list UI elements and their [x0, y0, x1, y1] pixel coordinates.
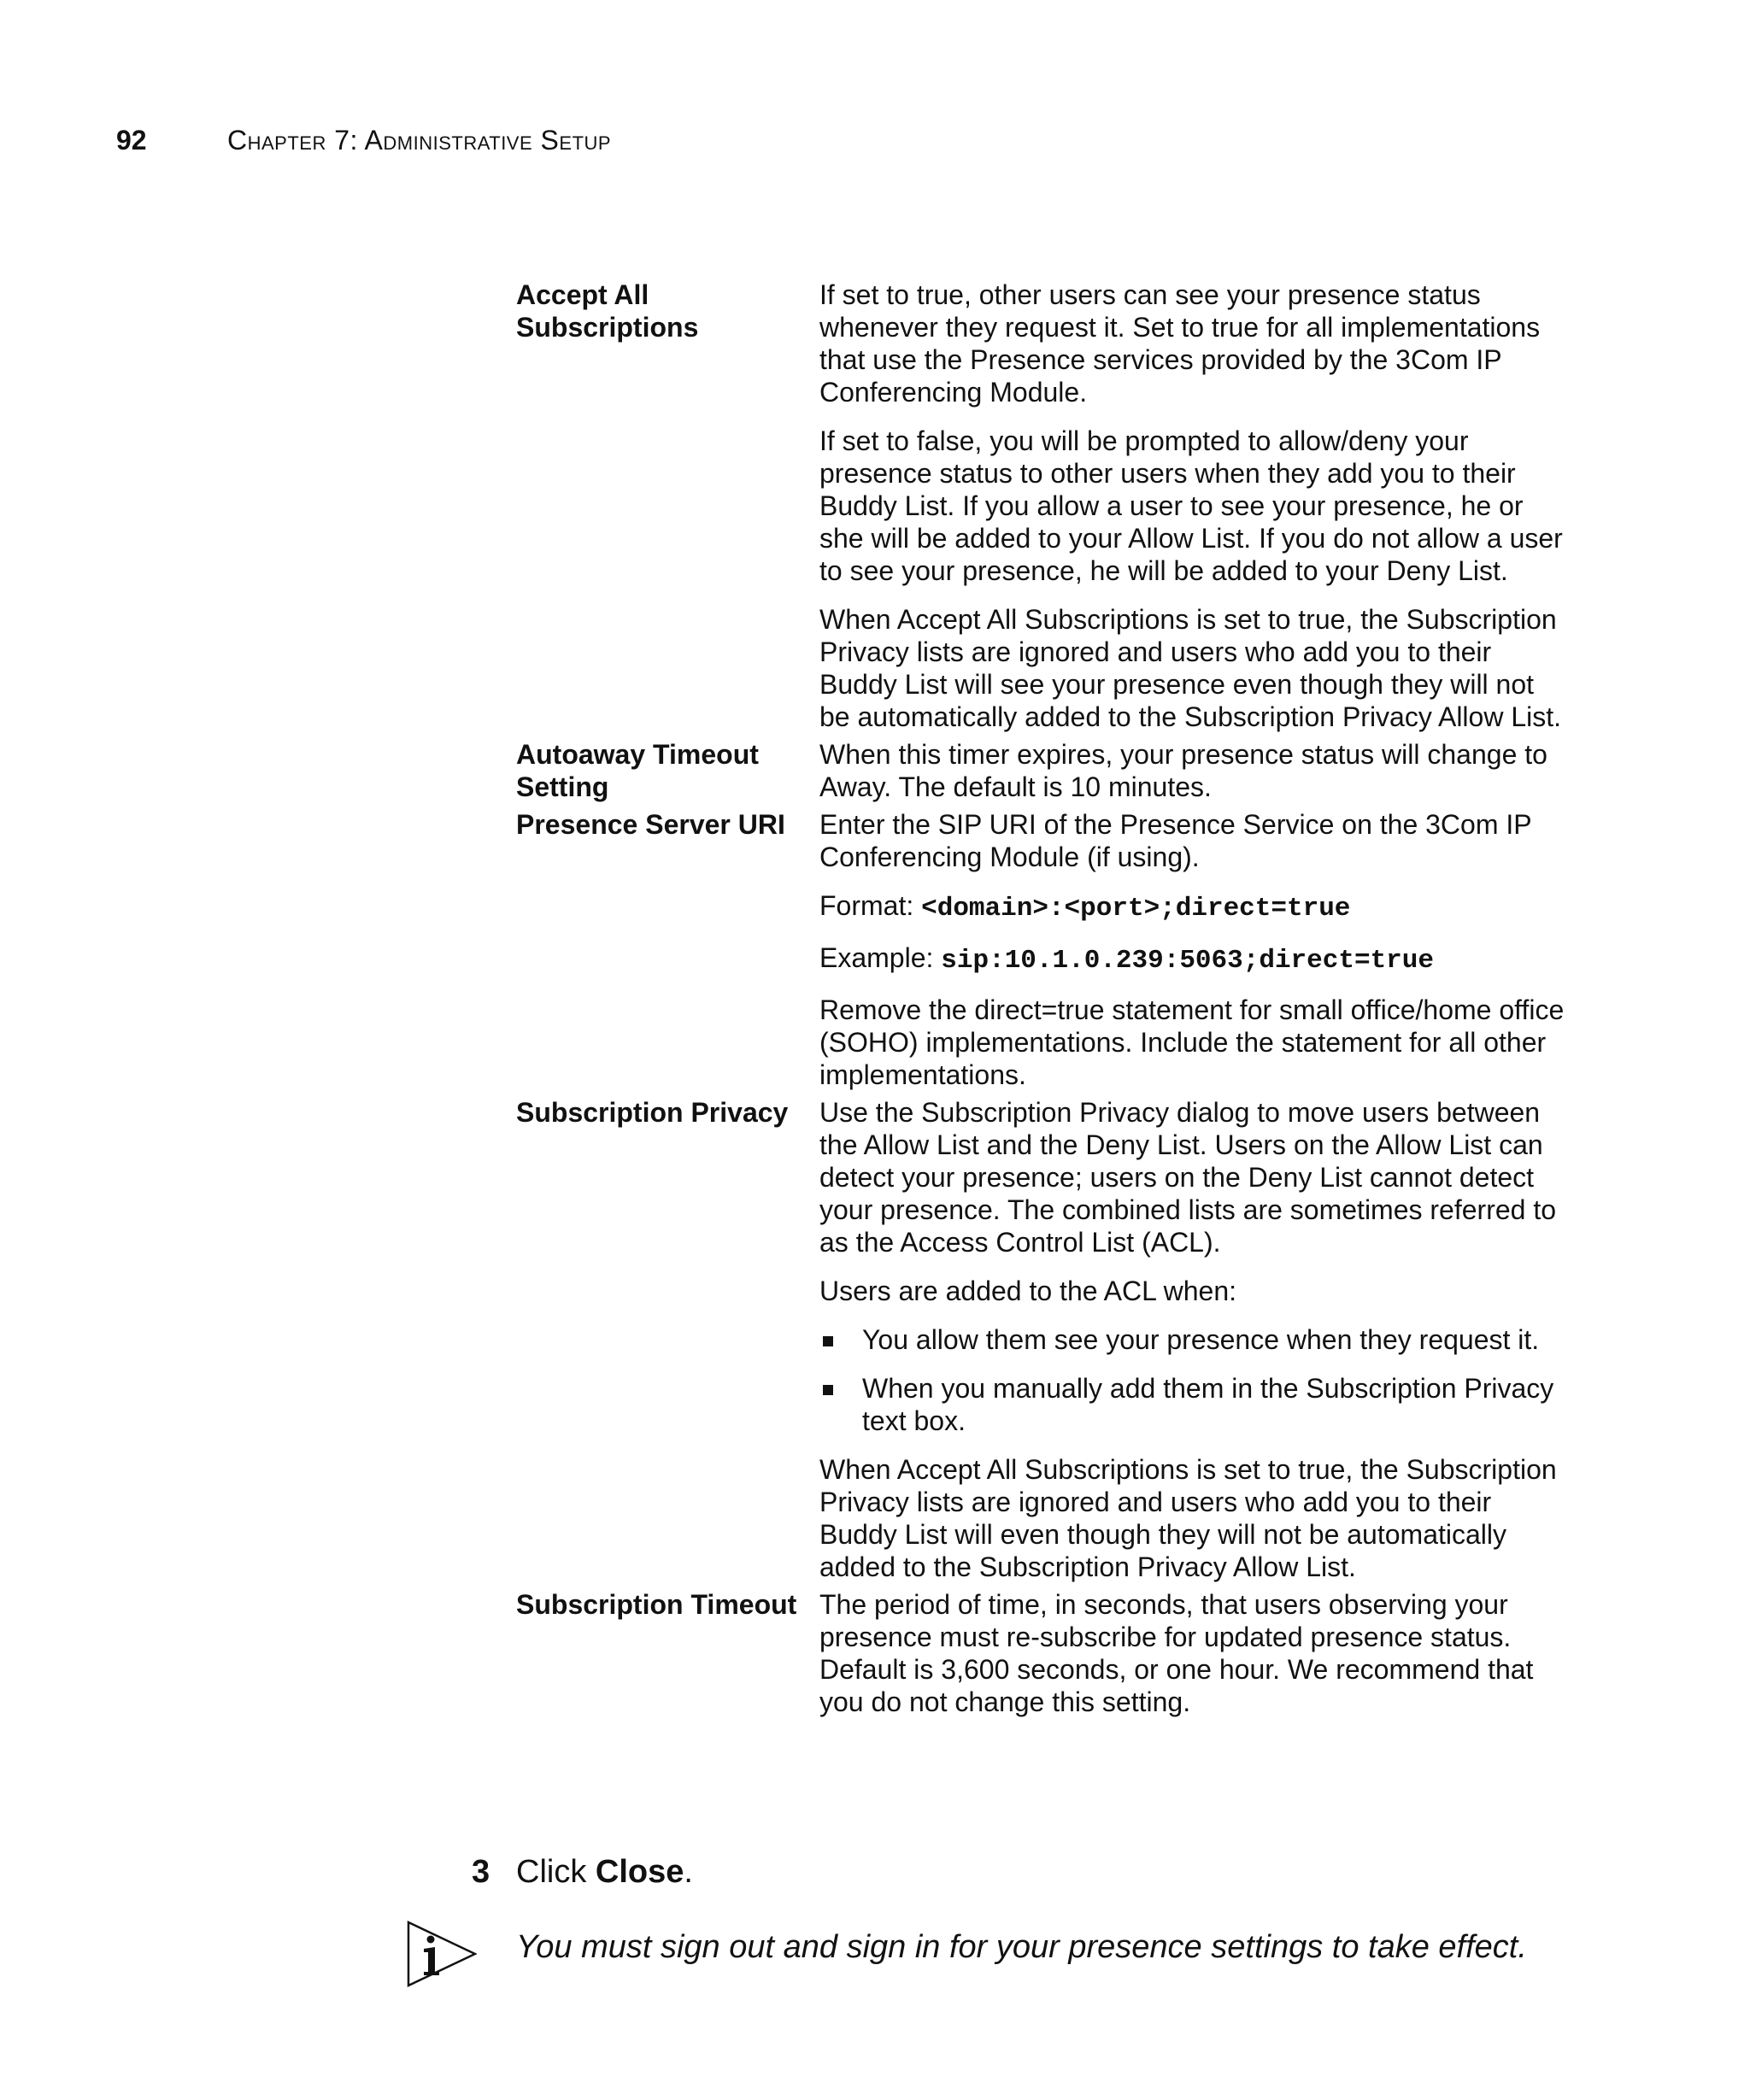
definition	[819, 808, 1571, 1091]
procedure-step	[472, 1854, 693, 1891]
definition-paragraph: Remove the direct=true statement for small office/home office (SOHO) implementations. Include the statement for all other implementations.	[819, 994, 1565, 1090]
definition-paragraph: Users are added to the ACL when:	[819, 1276, 1236, 1306]
step-text-before: Click	[516, 1854, 596, 1890]
term-autoaway-timeout	[516, 738, 819, 803]
bullet-square-icon	[823, 1385, 833, 1395]
term-line: Setting	[516, 771, 609, 802]
format-value: <domain>:<port>;direct=true	[921, 894, 1351, 924]
format-line	[819, 889, 1571, 925]
chapter-title: Chapter 7: Administrative Setup	[227, 125, 612, 155]
term-line: Accept All	[516, 279, 649, 310]
running-head	[116, 125, 611, 156]
list-item-text: You allow them see your presence when they request it.	[862, 1324, 1540, 1355]
table-row	[516, 279, 1576, 733]
term-line: Subscription Privacy	[516, 1097, 789, 1128]
example-label: Example:	[819, 942, 934, 973]
settings-definition-table	[516, 279, 1576, 1723]
term-line: Presence Server URI	[516, 809, 785, 840]
term-presence-server-uri	[516, 808, 819, 1091]
step-bold-term: Close	[595, 1854, 684, 1890]
term-line: Subscriptions	[516, 312, 699, 343]
table-row	[516, 1096, 1576, 1583]
term-accept-all-subscriptions	[516, 279, 819, 733]
definition	[819, 1588, 1571, 1718]
definition-paragraph: When Accept All Subscriptions is set to true, the Subscription Privacy lists are ignored and users who add you to their Buddy List will see your presence even though they will not be automatically added to the Subscription Privacy Allow List.	[819, 604, 1562, 732]
table-row	[516, 1588, 1576, 1718]
definition-paragraph: Enter the SIP URI of the Presence Service on the 3Com IP Conferencing Module (if using).	[819, 809, 1532, 872]
page-number: 92	[116, 125, 147, 155]
list-item	[819, 1372, 1571, 1437]
bullet-list	[819, 1323, 1571, 1437]
definition	[819, 279, 1571, 733]
table-row	[516, 738, 1576, 803]
definition-paragraph: Use the Subscription Privacy dialog to move users between the Allow List and the Deny List. Users on the Allow List can detect your presence; users on the Deny List cannot detect your presence. The combined lists are sometimes referred to as the Access Control List (ACL).	[819, 1097, 1557, 1258]
step-text	[516, 1854, 693, 1891]
definition-paragraph: When Accept All Subscriptions is set to true, the Subscription Privacy lists are ignored and users who add you to their Buddy List will even though they will not be automatically added to the Subscription Privacy Allow List.	[819, 1454, 1557, 1582]
definition-paragraph: If set to false, you will be prompted to allow/deny your presence status to other users when they add you to their Buddy List. If you allow a user to see your presence, he or she will be added to your Allow List. If you do not allow a user to see your presence, he will be added to your Deny List.	[819, 425, 1563, 586]
definition	[819, 1096, 1571, 1583]
example-value: sip:10.1.0.239:5063;direct=true	[941, 946, 1434, 976]
list-item-text: When you manually add them in the Subscription Privacy text box.	[862, 1373, 1554, 1436]
bullet-square-icon	[823, 1336, 833, 1346]
term-subscription-privacy	[516, 1096, 819, 1583]
term-subscription-timeout	[516, 1588, 819, 1718]
term-line: Autoaway Timeout	[516, 739, 759, 770]
definition-paragraph: If set to true, other users can see your presence status whenever they request it. Set to true for all implementations that use the Presence services provided by the 3Com IP Conferencing Module.	[819, 279, 1541, 408]
definition	[819, 738, 1571, 803]
step-number: 3	[472, 1854, 490, 1890]
term-line: Subscription Timeout	[516, 1589, 797, 1620]
note-text: You must sign out and sign in for your presence settings to take effect.	[516, 1929, 1527, 1965]
format-label: Format:	[819, 890, 914, 921]
definition-paragraph: When this timer expires, your presence status will change to Away. The default is 10 minutes.	[819, 739, 1547, 802]
list-item	[819, 1323, 1571, 1356]
example-line	[819, 941, 1571, 977]
definition-paragraph: The period of time, in seconds, that users observing your presence must re-subscribe for updated presence status. Default is 3,600 seconds, or one hour. We recommend that you do not change this setting.	[819, 1589, 1534, 1717]
info-icon	[407, 1921, 477, 1987]
step-text-after: .	[684, 1854, 693, 1890]
table-row	[516, 808, 1576, 1091]
